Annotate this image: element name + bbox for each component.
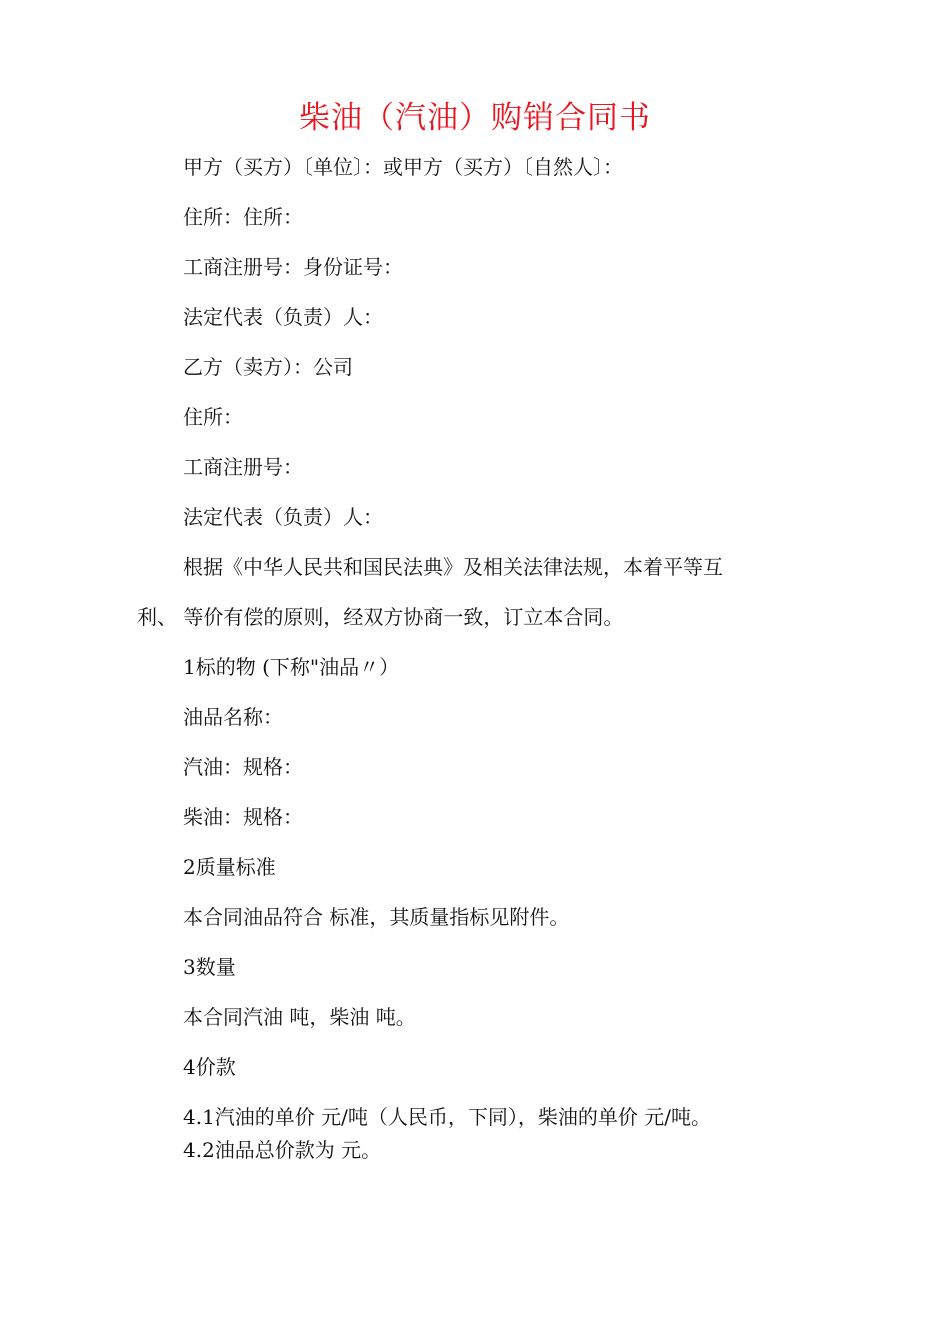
section-3-heading: 3数量 <box>183 955 236 979</box>
quantity-line: 本合同汽油 吨，柴油 吨。 <box>183 1005 416 1029</box>
unit-price-line: 4.1汽油的单价 元/吨（人民币，下同），柴油的单价 元/吨。 <box>183 1105 711 1129</box>
party-a-representative: 法定代表（负责）人： <box>183 305 383 329</box>
quality-standard-line: 本合同油品符合 标准，其质量指标见附件。 <box>183 905 570 929</box>
party-a-address: 住所：住所： <box>183 205 303 229</box>
product-name-line: 油品名称： <box>183 705 283 729</box>
party-b-representative: 法定代表（负责）人： <box>183 505 383 529</box>
party-b-line: 乙方（卖方）：公司 <box>183 355 353 379</box>
preamble-line-2: 利、 等价有偿的原则，经双方协商一致，订立本合同。 <box>137 605 624 629</box>
section-4-heading: 4价款 <box>183 1055 236 1079</box>
section-2-heading: 2质量标准 <box>183 855 276 879</box>
diesel-spec-line: 柴油：规格： <box>183 805 303 829</box>
gasoline-spec-line: 汽油：规格： <box>183 755 303 779</box>
party-b-registration: 工商注册号： <box>183 455 303 479</box>
party-b-address: 住所： <box>183 405 243 429</box>
preamble-line-1: 根据《中华人民共和国民法典》及相关法律法规，本着平等互 <box>183 555 723 579</box>
section-1-heading: 1标的物 (下称"油品〃） <box>183 655 400 679</box>
document-title: 柴油（汽油）购销合同书 <box>299 100 651 136</box>
party-a-registration: 工商注册号：身份证号： <box>183 255 403 279</box>
total-price-line: 4.2油品总价款为 元。 <box>183 1138 382 1162</box>
party-a-line: 甲方（买方）〔单位〕：或甲方（买方）〔自然人〕： <box>183 155 623 179</box>
